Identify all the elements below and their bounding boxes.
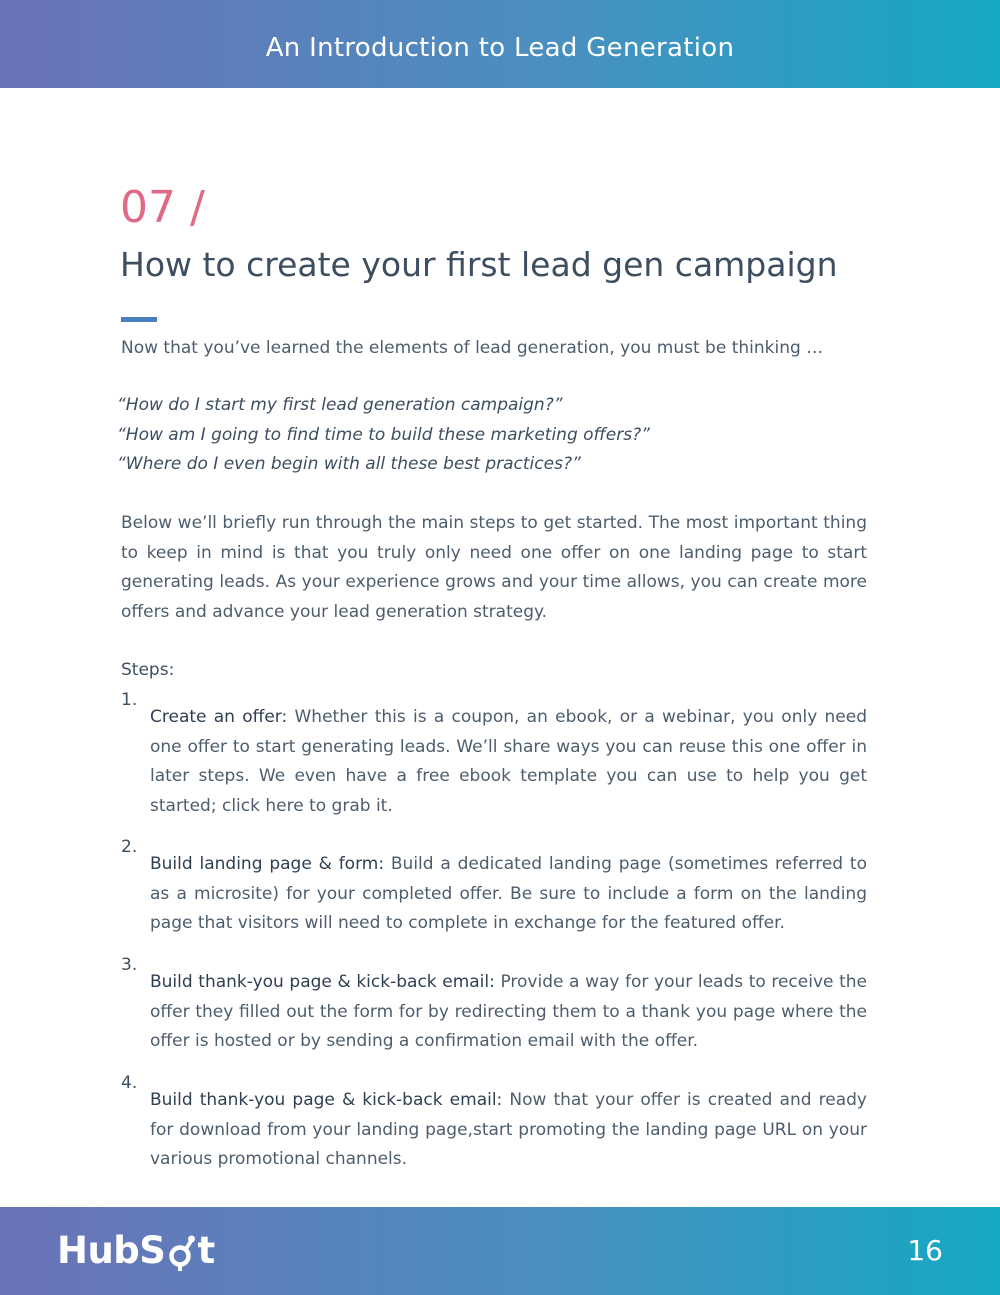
step-number: 4. <box>121 1073 138 1093</box>
logo-text: t <box>197 1229 215 1272</box>
step-lead: Build landing page & form: <box>150 854 385 874</box>
step-description: Provide a way for your leads to receive the offer they filled out the form for by redirecting them to a thank you page where the offer is hosted or by sending a confirmation email with the offer. <box>150 972 867 1051</box>
question-item: “How do I start my first lead generation campaign?” <box>117 395 563 415</box>
step-number: 1. <box>121 690 138 710</box>
step-text <box>150 703 867 821</box>
step-lead: Create an offer: <box>150 707 288 727</box>
accent-divider <box>121 317 157 322</box>
step-text <box>150 968 867 1057</box>
step-number: 2. <box>121 837 138 857</box>
step-lead: Build thank-you page & kick-back email: <box>150 1090 503 1110</box>
intro-text: Now that you’ve learned the elements of lead generation, you must be thinking … <box>121 338 824 358</box>
question-item: “How am I going to find time to build these marketing offers?” <box>117 424 650 445</box>
step-description: Now that your offer is created and ready for download from your landing page,start promoting the landing page URL on your various promotional channels. <box>150 1090 867 1169</box>
step-text <box>150 850 867 939</box>
step-description: Whether this is a coupon, an ebook, or a webinar, you only need one offer to start generating leads. We’ll share ways you can reuse this one offer in later steps. We even have a free ebook template you can use to help you get started; click here to grab it. <box>150 707 868 816</box>
step-text <box>150 1086 867 1175</box>
document-title: An Introduction to Lead Generation <box>265 33 735 63</box>
step-description: Build a dedicated landing page (sometimes referred to as a microsite) for your completed offer. Be sure to include a form on the landing page that visitors will need to complete in exchange for the featured offer. <box>150 854 867 933</box>
sprocket-icon <box>166 1229 196 1273</box>
steps-label: Steps: <box>121 660 175 680</box>
chapter-title: How to create your first lead gen campaign <box>120 245 838 284</box>
hubspot-logo <box>57 1226 215 1276</box>
step-lead: Build thank-you page & kick-back email: <box>150 972 495 992</box>
chapter-number: 07 / <box>120 182 205 233</box>
logo-text: HubS <box>57 1229 166 1272</box>
question-item: “Where do I even begin with all these best practices?” <box>117 454 581 474</box>
body-paragraph: Below we’ll briefly run through the main steps to get started. The most important thing to keep in mind is that you truly only need one offer on one landing page to start generating leads. As your experience grows and your time allows, you can create more offers and advance your lead generation strategy. <box>121 513 867 622</box>
question-list <box>117 391 877 480</box>
page-number: 16 <box>907 1234 943 1267</box>
step-number: 3. <box>121 955 138 975</box>
header-band <box>0 0 1000 88</box>
